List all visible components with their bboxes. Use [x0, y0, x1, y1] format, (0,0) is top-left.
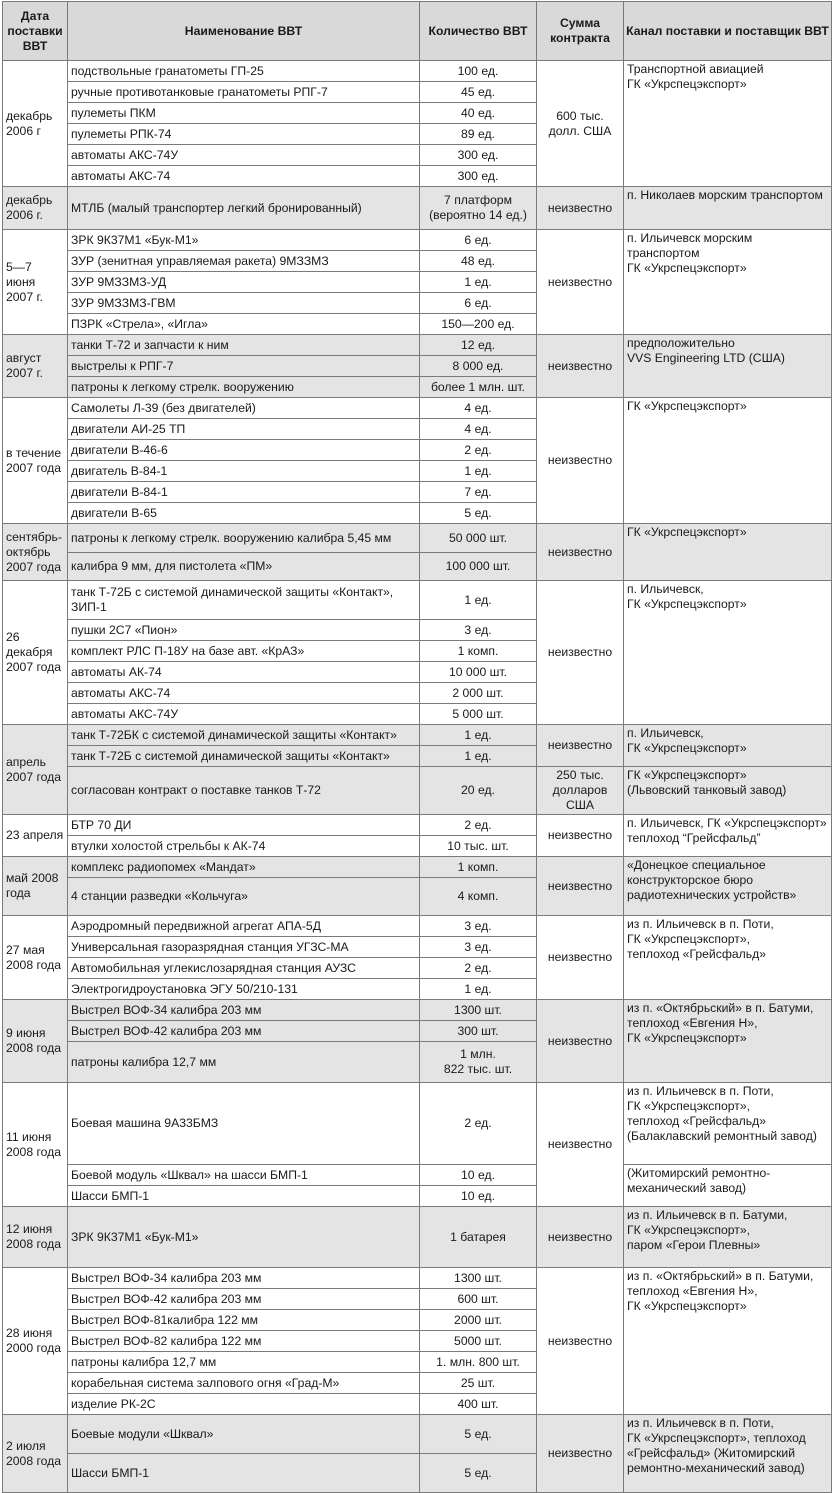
- item-quantity: 10 тыс. шт.: [420, 836, 537, 857]
- contract-sum: неизвестно: [537, 230, 624, 335]
- contract-sum: неизвестно: [537, 524, 624, 581]
- supply-channel: п. Ильичевск, ГК «Укрспецэкспорт»: [624, 725, 832, 767]
- supply-channel: из п. «Октябрьский» в п. Батуми, теплоход «Евгения Н», ГК «Укрспецэкспорт»: [624, 1268, 832, 1415]
- contract-sum: неизвестно: [537, 1000, 624, 1083]
- delivery-date: декабрь 2006 г.: [3, 187, 68, 230]
- table-row: [3, 524, 832, 553]
- supply-channel: из п. Ильичевск в п. Поти, ГК «Укрспецэкспорт», теплоход «Грейсфальд» (Житомирский ремонтно-механический завод): [624, 1415, 832, 1493]
- item-name: Выстрел ВОФ-34 калибра 203 мм: [68, 1000, 420, 1021]
- item-name: согласован контракт о поставке танков Т-72: [68, 767, 420, 815]
- item-name: ЗРК 9К37М1 «Бук-М1»: [68, 230, 420, 251]
- delivery-date: 26 декабря 2007 года: [3, 581, 68, 725]
- supply-channel: ГК «Укрспецэкспорт»: [624, 524, 832, 581]
- item-quantity: 150—200 ед.: [420, 314, 537, 335]
- item-quantity: 10 ед.: [420, 1186, 537, 1207]
- item-name: ЗУР 9МЗЗМЗ-УД: [68, 272, 420, 293]
- delivery-date: 9 июня 2008 года: [3, 1000, 68, 1083]
- arms-supply-table: [2, 1, 832, 1493]
- item-name: ПЗРК «Стрела», «Игла»: [68, 314, 420, 335]
- item-name: двигатель В-84-1: [68, 461, 420, 482]
- item-name: Выстрел ВОФ-81калибра 122 мм: [68, 1310, 420, 1331]
- item-name: ручные противотанковые гранатометы РПГ-7: [68, 82, 420, 103]
- table-row: [3, 857, 832, 878]
- table-row: [3, 767, 832, 815]
- delivery-date: декабрь 2006 г: [3, 61, 68, 187]
- supply-channel: предположительно VVS Engineering LTD (США): [624, 335, 832, 398]
- item-name: патроны к легкому стрелк. вооружению: [68, 377, 420, 398]
- contract-sum: неизвестно: [537, 1207, 624, 1268]
- header-row: [3, 2, 832, 61]
- supply-channel: из п. Ильичевск в п. Поти, ГК «Укрспецэкспорт», теплоход «Грейсфальд» (Балаклавский ремонтный завод): [624, 1083, 832, 1165]
- contract-sum: 600 тыс. долл. США: [537, 61, 624, 187]
- item-name: двигатели В-65: [68, 503, 420, 524]
- item-quantity: 100 ед.: [420, 61, 537, 82]
- item-name: втулки холостой стрельбы к АК-74: [68, 836, 420, 857]
- delivery-date: 27 мая 2008 года: [3, 916, 68, 1000]
- item-quantity: 4 ед.: [420, 398, 537, 419]
- item-quantity: 1300 шт.: [420, 1268, 537, 1289]
- item-name: Боевая машина 9А33БМЗ: [68, 1083, 420, 1165]
- item-quantity: 2 ед.: [420, 440, 537, 461]
- item-name: автоматы АКС-74: [68, 683, 420, 704]
- item-name: изделие РК-2С: [68, 1394, 420, 1415]
- item-quantity: 1 батарея: [420, 1207, 537, 1268]
- item-name: танк Т-72Б с системой динамической защиты «Контакт»: [68, 746, 420, 767]
- item-quantity: 300 шт.: [420, 1021, 537, 1042]
- item-name: Шасси БМП-1: [68, 1186, 420, 1207]
- item-quantity: 10 000 шт.: [420, 662, 537, 683]
- item-quantity: 300 ед.: [420, 145, 537, 166]
- header-contract-sum: Сумма контракта: [537, 2, 624, 61]
- item-quantity: 3 ед.: [420, 937, 537, 958]
- item-name: пулеметы РПК-74: [68, 124, 420, 145]
- item-name: выстрелы к РПГ-7: [68, 356, 420, 377]
- supply-channel: из п. «Октябрьский» в п. Батуми, теплоход «Евгения Н», ГК «Укрспецэкспорт»: [624, 1000, 832, 1083]
- table-header: [3, 2, 832, 61]
- item-name: патроны калибра 12,7 мм: [68, 1042, 420, 1083]
- item-name: Электрогидроустановка ЭГУ 50/210-131: [68, 979, 420, 1000]
- supply-channel: (Житомирский ремонтно-механический завод): [624, 1165, 832, 1207]
- item-quantity: 8 000 ед.: [420, 356, 537, 377]
- item-quantity: 45 ед.: [420, 82, 537, 103]
- contract-sum: 250 тыс. долларов США: [537, 767, 624, 815]
- contract-sum: неизвестно: [537, 398, 624, 524]
- item-quantity: 1 ед.: [420, 461, 537, 482]
- delivery-date: 11 июня 2008 года: [3, 1083, 68, 1207]
- contract-sum: неизвестно: [537, 1415, 624, 1493]
- item-quantity: 6 ед.: [420, 293, 537, 314]
- header-name: Наименование ВВТ: [68, 2, 420, 61]
- delivery-date: сентябрь-октябрь 2007 года: [3, 524, 68, 581]
- item-name: калибра 9 мм, для пистолета «ПМ»: [68, 553, 420, 581]
- item-name: Шасси БМП-1: [68, 1454, 420, 1493]
- table-row: [3, 398, 832, 419]
- supply-channel: ГК «Укрспецэкспорт» (Львовский танковый завод): [624, 767, 832, 815]
- item-name: ЗУР (зенитная управляемая ракета) 9МЗЗМЗ: [68, 251, 420, 272]
- item-quantity: 5000 шт.: [420, 1331, 537, 1352]
- table-row: [3, 335, 832, 356]
- item-quantity: 7 ед.: [420, 482, 537, 503]
- delivery-date: август 2007 г.: [3, 335, 68, 398]
- delivery-date: в течение 2007 года: [3, 398, 68, 524]
- delivery-date: 12 июня 2008 года: [3, 1207, 68, 1268]
- item-name: Выстрел ВОФ-42 калибра 203 мм: [68, 1289, 420, 1310]
- contract-sum: неизвестно: [537, 335, 624, 398]
- item-quantity: 100 000 шт.: [420, 553, 537, 581]
- item-name: ЗУР 9МЗЗМЗ-ГВМ: [68, 293, 420, 314]
- contract-sum: неизвестно: [537, 581, 624, 725]
- item-quantity: 1 млн. 822 тыс. шт.: [420, 1042, 537, 1083]
- table-row: [3, 815, 832, 836]
- item-name: Выстрел ВОФ-82 калибра 122 мм: [68, 1331, 420, 1352]
- item-name: Автомобильная углекислозарядная станция АУЗС: [68, 958, 420, 979]
- item-name: автоматы АКС-74: [68, 166, 420, 187]
- item-name: автоматы АКС-74У: [68, 145, 420, 166]
- item-name: Выстрел ВОФ-34 калибра 203 мм: [68, 1268, 420, 1289]
- item-quantity: 400 шт.: [420, 1394, 537, 1415]
- item-name: корабельная система залпового огня «Град-М»: [68, 1373, 420, 1394]
- item-quantity: 1 ед.: [420, 272, 537, 293]
- supply-channel: п. Ильичевск, ГК «Укрспецэкспорт» теплоход “Грейсфальд”: [624, 815, 832, 857]
- supply-channel: п. Ильичевск морским транспортом ГК «Укрспецэкспорт»: [624, 230, 832, 335]
- item-quantity: 3 ед.: [420, 620, 537, 641]
- item-quantity: 2000 шт.: [420, 1310, 537, 1331]
- item-name: Боевые модули «Шквал»: [68, 1415, 420, 1454]
- item-name: пушки 2С7 «Пион»: [68, 620, 420, 641]
- item-quantity: 1 ед.: [420, 581, 537, 620]
- item-name: пулеметы ПКМ: [68, 103, 420, 124]
- table-row: [3, 1415, 832, 1454]
- item-quantity: 5 ед.: [420, 1454, 537, 1493]
- item-quantity: 10 ед.: [420, 1165, 537, 1186]
- table-row: [3, 581, 832, 620]
- supply-channel: из п. Ильичевск в п. Поти, ГК «Укрспецэкспорт», теплоход «Грейсфальд»: [624, 916, 832, 1000]
- supply-channel: п. Ильичевск, ГК «Укрспецэкспорт»: [624, 581, 832, 725]
- item-quantity: 4 комп.: [420, 878, 537, 916]
- contract-sum: неизвестно: [537, 1268, 624, 1415]
- item-quantity: 1300 шт.: [420, 1000, 537, 1021]
- delivery-date: апрель 2007 года: [3, 725, 68, 815]
- item-quantity: 2 ед.: [420, 1083, 537, 1165]
- contract-sum: неизвестно: [537, 725, 624, 767]
- item-name: Выстрел ВОФ-42 калибра 203 мм: [68, 1021, 420, 1042]
- item-quantity: 300 ед.: [420, 166, 537, 187]
- delivery-date: 23 апреля: [3, 815, 68, 857]
- table-row: [3, 1083, 832, 1165]
- item-name: 4 станции разведки «Кольчуга»: [68, 878, 420, 916]
- item-quantity: 600 шт.: [420, 1289, 537, 1310]
- item-quantity: 50 000 шт.: [420, 524, 537, 553]
- contract-sum: неизвестно: [537, 815, 624, 857]
- item-quantity: 25 шт.: [420, 1373, 537, 1394]
- item-quantity: 3 ед.: [420, 916, 537, 937]
- contract-sum: неизвестно: [537, 187, 624, 230]
- table-row: [3, 61, 832, 82]
- table-row: [3, 1000, 832, 1021]
- item-name: патроны калибра 12,7 мм: [68, 1352, 420, 1373]
- supply-channel: «Донецкое специальное конструкторское бюро радиотехнических устройств»: [624, 857, 832, 916]
- table-row: [3, 230, 832, 251]
- table-row: [3, 916, 832, 937]
- contract-sum: неизвестно: [537, 916, 624, 1000]
- item-quantity: 5 000 шт.: [420, 704, 537, 725]
- item-quantity: 2 000 шт.: [420, 683, 537, 704]
- item-quantity: 5 ед.: [420, 503, 537, 524]
- item-name: автоматы АКС-74У: [68, 704, 420, 725]
- item-quantity: 48 ед.: [420, 251, 537, 272]
- contract-sum: неизвестно: [537, 1083, 624, 1207]
- item-quantity: 20 ед.: [420, 767, 537, 815]
- item-name: двигатели В-84-1: [68, 482, 420, 503]
- header-quantity: Количество ВВТ: [420, 2, 537, 61]
- item-quantity: 7 платформ (вероятно 14 ед.): [420, 187, 537, 230]
- item-quantity: 1 комп.: [420, 857, 537, 878]
- delivery-date: 5—7 июня 2007 г.: [3, 230, 68, 335]
- item-name: танк Т-72БК с системой динамической защиты «Контакт»: [68, 725, 420, 746]
- item-quantity: 1. млн. 800 шт.: [420, 1352, 537, 1373]
- item-name: ЗРК 9К37М1 «Бук-М1»: [68, 1207, 420, 1268]
- item-name: комплект РЛС П-18У на базе авт. «КрАЗ»: [68, 641, 420, 662]
- item-quantity: 2 ед.: [420, 815, 537, 836]
- item-name: танк Т-72Б с системой динамической защиты «Контакт», ЗИП-1: [68, 581, 420, 620]
- item-quantity: более 1 млн. шт.: [420, 377, 537, 398]
- item-quantity: 1 ед.: [420, 725, 537, 746]
- delivery-date: 2 июля 2008 года: [3, 1415, 68, 1493]
- table-row: [3, 1165, 832, 1186]
- delivery-date: 28 июня 2000 года: [3, 1268, 68, 1415]
- table-row: [3, 1268, 832, 1289]
- item-quantity: 1 ед.: [420, 979, 537, 1000]
- supply-channel: ГК «Укрспецэкспорт»: [624, 398, 832, 524]
- table-row: [3, 1207, 832, 1268]
- item-name: двигатели В-46-6: [68, 440, 420, 461]
- item-quantity: 12 ед.: [420, 335, 537, 356]
- supply-channel: п. Николаев морским транспортом: [624, 187, 832, 230]
- table-body: [3, 61, 832, 1493]
- contract-sum: неизвестно: [537, 857, 624, 916]
- item-name: автоматы АК-74: [68, 662, 420, 683]
- table-row: [3, 187, 832, 230]
- item-name: Аэродромный передвижной агрегат АПА-5Д: [68, 916, 420, 937]
- item-quantity: 2 ед.: [420, 958, 537, 979]
- item-quantity: 89 ед.: [420, 124, 537, 145]
- item-quantity: 6 ед.: [420, 230, 537, 251]
- delivery-date: май 2008 года: [3, 857, 68, 916]
- item-quantity: 1 комп.: [420, 641, 537, 662]
- item-quantity: 1 ед.: [420, 746, 537, 767]
- item-name: Самолеты Л-39 (без двигателей): [68, 398, 420, 419]
- item-quantity: 5 ед.: [420, 1415, 537, 1454]
- item-name: БТР 70 ДИ: [68, 815, 420, 836]
- item-name: Боевой модуль «Шквал» на шасси БМП-1: [68, 1165, 420, 1186]
- header-channel: Канал поставки и поставщик ВВТ: [624, 2, 832, 61]
- supply-channel: из п. Ильичевск в п. Батуми, ГК «Укрспецэкспорт», паром «Герои Плевны»: [624, 1207, 832, 1268]
- item-name: МТЛБ (малый транспортер легкий бронированный): [68, 187, 420, 230]
- header-date: Дата поставки ВВТ: [3, 2, 68, 61]
- table-row: [3, 725, 832, 746]
- item-name: двигатели АИ-25 ТП: [68, 419, 420, 440]
- item-name: комплекс радиопомех «Мандат»: [68, 857, 420, 878]
- item-name: патроны к легкому стрелк. вооружению калибра 5,45 мм: [68, 524, 420, 553]
- item-quantity: 4 ед.: [420, 419, 537, 440]
- supply-channel: Транспортной авиацией ГК «Укрспецэкспорт»: [624, 61, 832, 187]
- item-name: подствольные гранатометы ГП-25: [68, 61, 420, 82]
- item-name: Универсальная газоразрядная станция УГЗС-МА: [68, 937, 420, 958]
- item-quantity: 40 ед.: [420, 103, 537, 124]
- item-name: танки Т-72 и запчасти к ним: [68, 335, 420, 356]
